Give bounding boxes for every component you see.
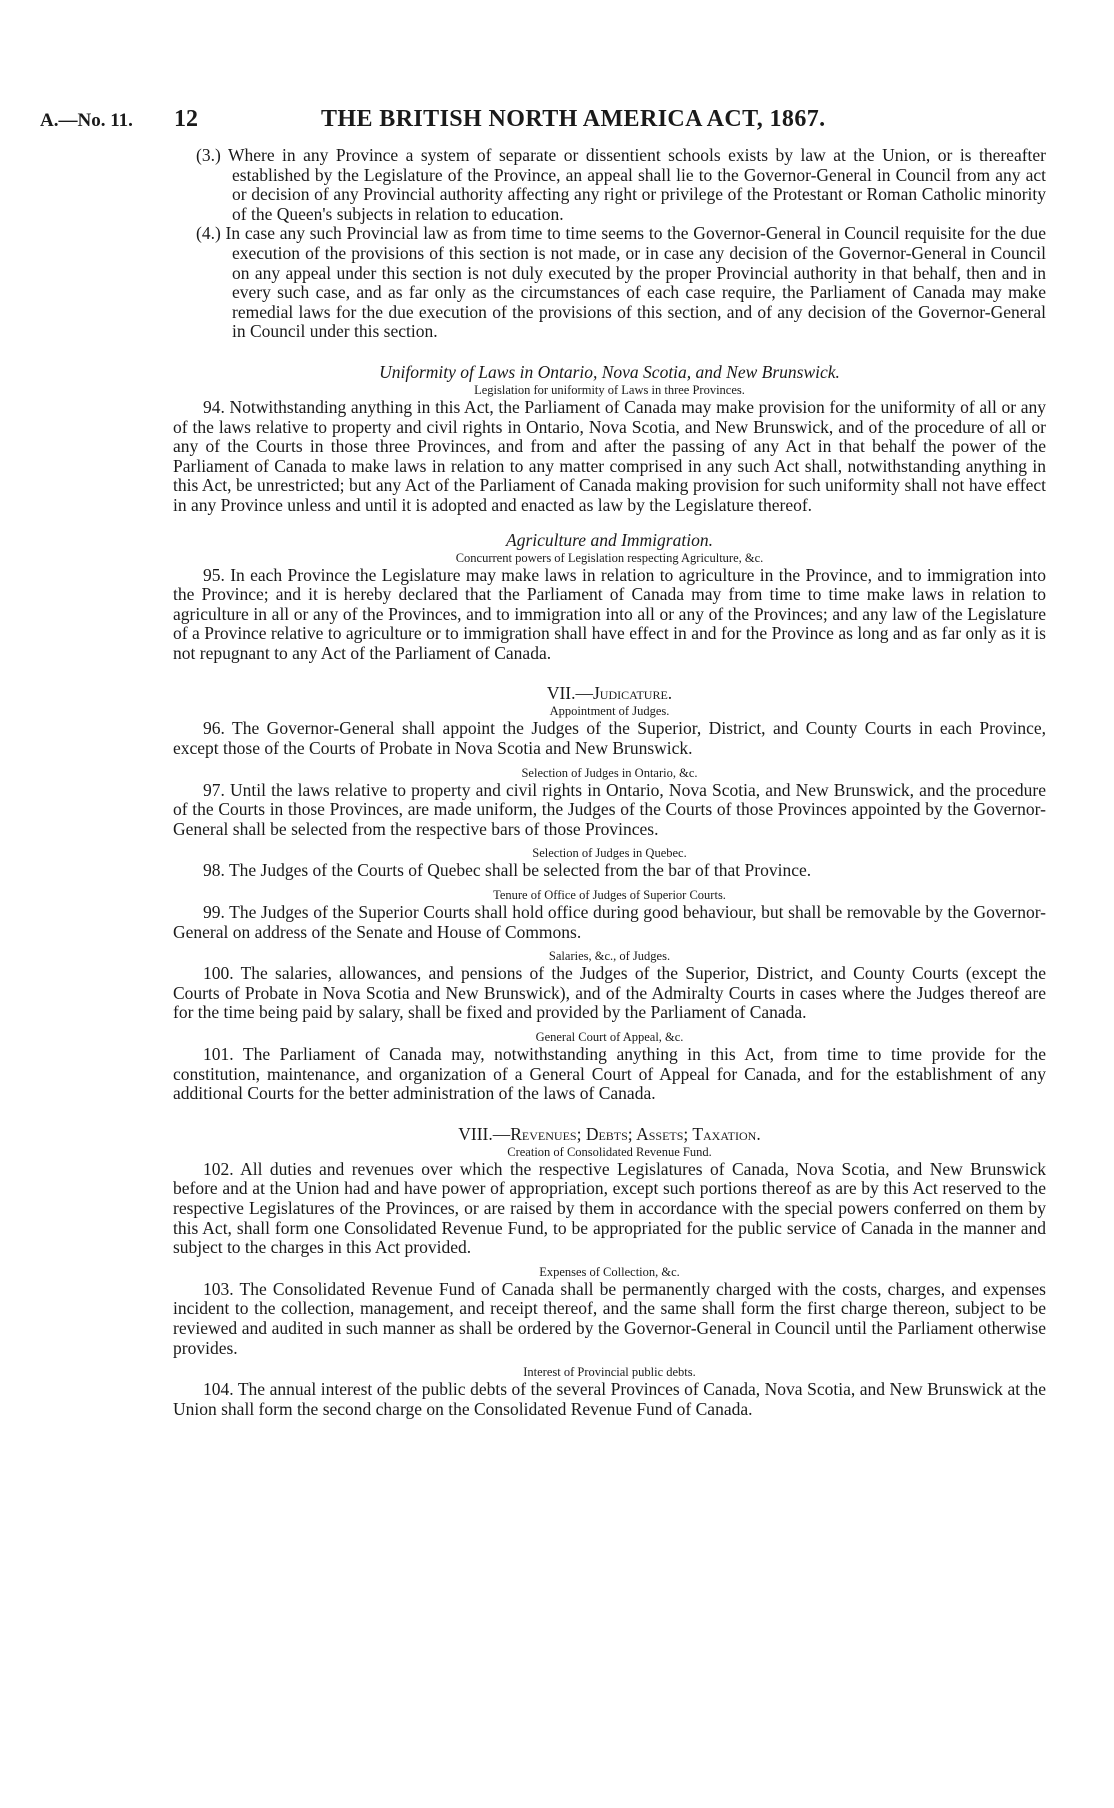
section-97 bbox=[173, 781, 1046, 840]
heading-uniformity: Uniformity of Laws in Ontario, Nova Scotia, and New Brunswick. bbox=[379, 361, 840, 382]
marginal-note-appointment: Appointment of Judges. bbox=[549, 704, 670, 719]
section-number: 101. bbox=[203, 1044, 234, 1064]
subsection-text: Where in any Province a system of separate or dissentient schools exists by law at the Union, or is thereafter established by the Legislature of the Province, an appeal shall lie to the Governor-General in Council from any act or decision of any Provincial authority affecting any right or privilege of the Protestant or Roman Catholic minority of the Queen's subjects in relation to education. bbox=[227, 145, 1047, 224]
subsection-text: In case any such Provincial law as from time to time seems to the Governor-General in Council requisite for the due execution of the provisions of this section is not made, or in case any decision of the Governor-General in Council on any appeal under this section is not duly executed by the proper Provincial authority in that behalf, then and in every such case, and as far only as the circumstances of each case require, the Parliament of Canada may make remedial laws for the due execution of the provisions of this section, and of any decision of the Governor-General in Council under this section. bbox=[225, 223, 1046, 342]
section-103 bbox=[173, 1280, 1046, 1358]
section-number: 102. bbox=[203, 1158, 234, 1179]
section-number: 100. bbox=[203, 963, 234, 984]
section-text: The Judges of the Courts of Quebec shall be selected from the bar of that Province. bbox=[228, 860, 812, 881]
running-title: THE BRITISH NORTH AMERICA ACT, 1867. bbox=[321, 106, 826, 132]
section-text: In each Province the Legislature may make laws in relation to agriculture in the Province, and to immigration into the Province; and it is hereby declared that the Parliament of Canada may from time to time make laws in relation to agriculture in all or any of the Provinces, and to immigration into all or any of the Provinces; and any law of the Legislature of a Province relative to agriculture or to immigration shall have effect in and for the Province as long and as far only as it is not repugnant to any Act of the Parliament of Canada. bbox=[173, 564, 1046, 663]
marginal-note-selection-quebec: Selection of Judges in Quebec. bbox=[532, 846, 687, 861]
marginal-note-selection-ontario: Selection of Judges in Ontario, &c. bbox=[521, 765, 698, 780]
section-text: The salaries, allowances, and pensions of the Judges of the Superior, District, and County Courts (except the Courts of Probate in Nova Scotia and New Brunswick), and of the Admiralty Courts in cases where the Judges thereof are for the time being paid by salary, shall be fixed and provided by the Parliament of Canada. bbox=[173, 963, 1046, 1023]
section-number: 103. bbox=[203, 1278, 234, 1299]
marginal-note-interest: Interest of Provincial public debts. bbox=[523, 1365, 696, 1380]
section-number: 94. bbox=[203, 396, 225, 417]
paper-reference: A.—No. 11. bbox=[40, 110, 133, 131]
marginal-note-appeal: General Court of Appeal, &c. bbox=[535, 1030, 684, 1044]
marginal-note-uniformity: Legislation for uniformity of Laws in three Provinces. bbox=[474, 382, 745, 397]
section-95 bbox=[173, 566, 1046, 664]
section-102 bbox=[173, 1160, 1046, 1258]
section-number: 96. bbox=[203, 718, 225, 739]
section-number: 95. bbox=[203, 564, 225, 585]
marginal-note-agriculture: Concurrent powers of Legislation respecting Agriculture, &c. bbox=[455, 550, 764, 565]
part-heading-revenues: VIII.—Revenues; Debts; Assets; Taxation. bbox=[458, 1123, 761, 1144]
heading-agriculture: Agriculture and Immigration. bbox=[506, 529, 713, 550]
section-101 bbox=[173, 1045, 1046, 1104]
section-94 bbox=[173, 398, 1046, 516]
section-98 bbox=[173, 861, 1046, 881]
subsection-number: (3.) bbox=[196, 145, 221, 165]
section-number: 104. bbox=[203, 1379, 234, 1400]
document-body bbox=[173, 146, 1046, 1419]
subsection-4 bbox=[173, 224, 1046, 342]
section-96 bbox=[173, 719, 1046, 758]
section-text: All duties and revenues over which the respective Legislatures of Canada, Nova Scotia, and New Brunswick before and at the Union had and have power of appropriation, except such portions thereof as are by this Act reserved to the respective Legislatures of the Provinces, or are raised by them in accordance with the special powers conferred on them by this Act, shall form one Consolidated Revenue Fund, to be appropriated for the public service of Canada in the manner and subject to the charges in this Act provided. bbox=[173, 1158, 1046, 1258]
section-number: 97. bbox=[203, 779, 225, 800]
section-number: 99. bbox=[203, 902, 225, 923]
section-100 bbox=[173, 964, 1046, 1023]
subsection-3 bbox=[173, 146, 1046, 224]
section-text: The Consolidated Revenue Fund of Canada shall be permanently charged with the costs, charges, and expenses incident to the collection, management, and receipt thereof, and the same shall form the first charge thereon, subject to be reviewed and audited in such manner as shall be ordered by the Governor-General in Council until the Parliament otherwise provides. bbox=[173, 1278, 1046, 1358]
part-heading-judicature: VII.—Judicature. bbox=[546, 683, 673, 704]
marginal-note-tenure: Tenure of Office of Judges of Superior Courts. bbox=[493, 888, 726, 903]
section-text: The Judges of the Superior Courts shall hold office during good behaviour, but shall be removable by the Governor-General on address of the Senate and House of Commons. bbox=[173, 902, 1046, 942]
section-text: The annual interest of the public debts of the several Provinces of Canada, Nova Scotia, and New Brunswick at the Union shall form the second charge on the Consolidated Revenue Fund of Canada. bbox=[173, 1379, 1047, 1419]
section-number: 98. bbox=[203, 860, 225, 881]
section-99 bbox=[173, 903, 1046, 942]
running-header bbox=[0, 106, 1114, 138]
section-text: The Governor-General shall appoint the Judges of the Superior, District, and County Courts in each Province, except those of the Courts of Probate in Nova Scotia and New Brunswick. bbox=[173, 718, 1046, 759]
marginal-note-expenses: Expenses of Collection, &c. bbox=[539, 1264, 680, 1279]
marginal-note-creation: Creation of Consolidated Revenue Fund. bbox=[507, 1144, 712, 1159]
section-104 bbox=[173, 1380, 1046, 1419]
page-number: 12 bbox=[174, 106, 198, 132]
section-text: Notwithstanding anything in this Act, the Parliament of Canada may make provision for the uniformity of all or any of the laws relative to property and civil rights in Ontario, Nova Scotia, and New Brunswick, and of the procedure of all or any of the Courts in those three Provinces, and from and after the passing of any Act in that behalf the power of the Parliament of Canada to make laws in relation to any matter comprised in any such Act shall, notwithstanding anything in this Act, be unrestricted; but any Act of the Parliament of Canada making provision for such uniformity shall not have effect in any Province unless and until it is adopted and enacted as law by the Legislature thereof. bbox=[173, 396, 1046, 515]
subsection-number: (4.) bbox=[196, 223, 221, 244]
marginal-note-salaries: Salaries, &c., of Judges. bbox=[548, 949, 671, 964]
section-text: Until the laws relative to property and civil rights in Ontario, Nova Scotia, and New Brunswick, and the procedure of the Courts in those Provinces, are made uniform, the Judges of the Courts of those Provinces appointed by the Governor-General shall be selected from the respective bars of those Provinces. bbox=[173, 779, 1046, 839]
section-text: The Parliament of Canada may, notwithstanding anything in this Act, from time to time provide for the constitution, maintenance, and organization of a General Court of Appeal for Canada, and for the establishment of any additional Courts for the better administration of the laws of Canada. bbox=[173, 1044, 1046, 1104]
